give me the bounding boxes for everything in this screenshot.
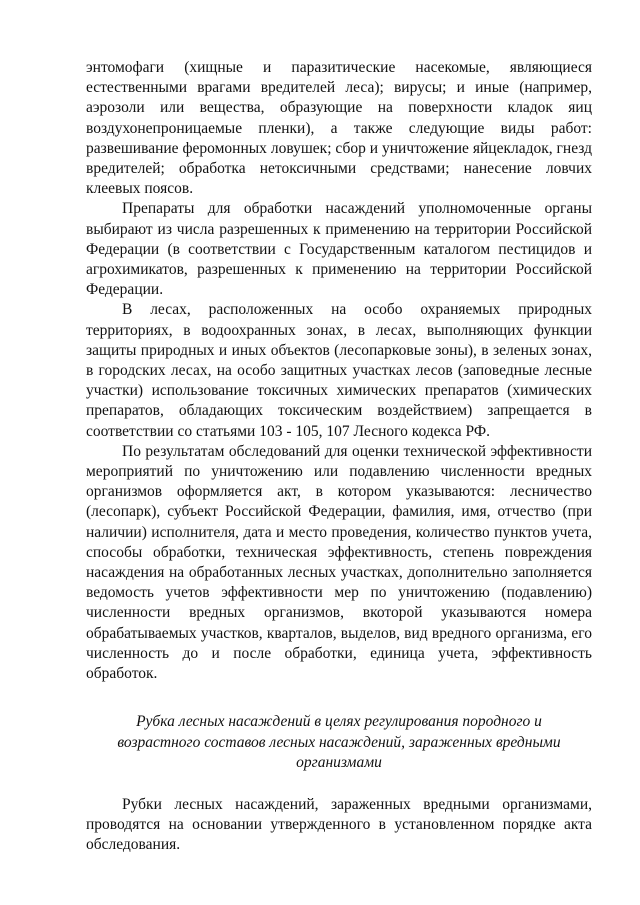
- paragraph-entomophages: энтомофаги (хищные и паразитические насекомые, являющиеся естественными врагами вредителей леса); вирусы; и иные (например, аэрозоли или вещества, образующие на поверхности кладок яиц воздухонепроницаемые пленки), а также следующие виды работ: развешивание феромонных ловушек; сбор и уничтожение яйцекладок, гнезд вредителей; обработка нетоксичными средствами; нанесение ловчих клеевых поясов.: [86, 59, 592, 198]
- paragraph-felling: Рубки лесных насаждений, зараженных вредными организмами, проводятся на основании утвержденного в установленном порядке акта обследования.: [86, 795, 592, 854]
- paragraph-inspection-act: По результатам обследований для оценки технической эффективности мероприятий по уничтожению или подавлению численности вредных организмов оформляется акт, в котором указываются: лесничество (лесопарк), субъект Российской Федерации, фамилия, имя, отчество (при наличии) исполнителя, дата и место проведения, количество пунктов учета, способы обработки, техническая эффективность, степень повреждения насаждения на обработанных лесных участках, дополнительно заполняется ведомость учетов эффективности мер по уничтожению (подавлению) численности вредных организмов, вкоторой указываются номера обрабатываемых участков, кварталов, выделов, вид вредного организма, его численность до и после обработки, единица учета, эффективность обработок.: [86, 442, 592, 683]
- paragraph-preparations: Препараты для обработки насаждений уполномоченные органы выбирают из числа разрешенных к применению на территории Российской Федерации (в соответствии с Государственным каталогом пестицидов и агрохимикатов, разрешенных к применению на территории Российской Федерации.: [86, 200, 592, 299]
- paragraph-protected-forests: В лесах, расположенных на особо охраняемых природных территориях, в водоохранных зонах, в лесах, выполняющих функции защиты природных и иных объектов (лесопарковые зоны), в зеленых зонах, в городских лесах, на особо защитных участках лесов (заповедные лесные участки) использование токсичных химических препаратов (химических препаратов, обладающих токсическим воздействием) запрещается в соответствии со статьями 103 - 105, 107 Лесного кодекса РФ.: [86, 301, 592, 440]
- document-page: [86, 58, 592, 856]
- section-heading: Рубка лесных насаждений в целях регулирования породного и возрастного составов лесных насаждений, зараженных вредными организмами: [117, 713, 561, 771]
